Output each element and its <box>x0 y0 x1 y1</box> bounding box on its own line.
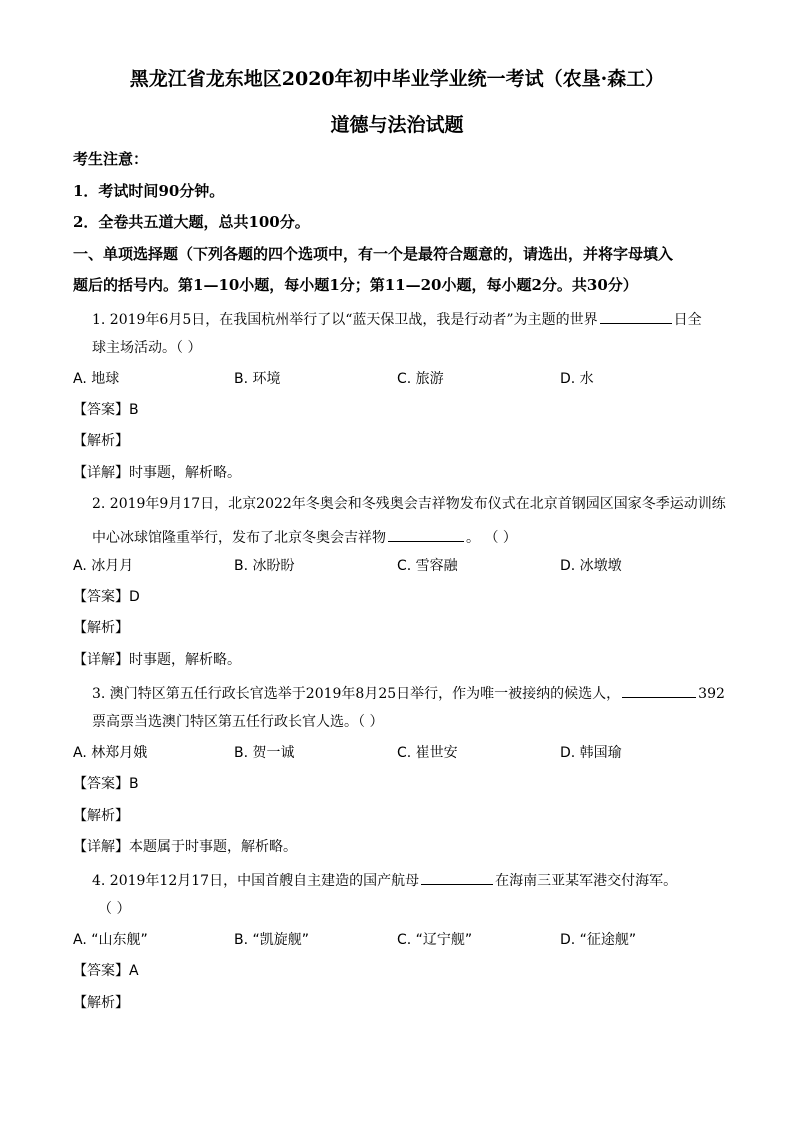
option-b: B. 环境 <box>234 371 281 387</box>
analysis-label: 【解析】 <box>73 808 129 824</box>
option-a: A. 地球 <box>73 371 120 387</box>
option-a: A. 冰月月 <box>73 558 134 574</box>
question-2-text: 中心冰球馆隆重举行，发布了北京冬奥会吉祥物 <box>92 530 386 546</box>
question-1-options <box>0 372 794 388</box>
option-c: C. 崔世安 <box>397 745 458 761</box>
note-item: 2．全卷共五道大题，总共100分。 <box>73 213 310 231</box>
detail-text: 本题属于时事题，解析略。 <box>129 839 297 855</box>
answer-line <box>73 403 139 417</box>
question-2-line1: 2. 2019年9月17日，北京2022年冬奥会和冬残奥会吉祥物发布仪式在北京首钢园区国家冬季运动训练 <box>92 496 726 512</box>
exam-subtitle: 道德与法治试题 <box>330 114 464 136</box>
question-4-line2: （ ） <box>98 901 131 917</box>
answer-blank <box>622 684 696 698</box>
answer-value: B <box>129 402 139 418</box>
exam-title: 黑龙江省龙东地区2020年初中毕业学业统一考试（农垦·森工） <box>129 68 665 90</box>
detail-label: 【详解】 <box>73 839 129 855</box>
analysis-label: 【解析】 <box>73 620 129 636</box>
answer-label: 【答案】 <box>73 589 129 605</box>
option-a: A. 林郑月娥 <box>73 745 148 761</box>
option-d: D. 韩国瑜 <box>560 745 622 761</box>
answer-value: A <box>129 963 139 979</box>
question-2-options <box>0 559 794 575</box>
question-3-line2: 票高票当选澳门特区第五任行政长官人选。（ ） <box>92 714 384 730</box>
question-3-options <box>0 746 794 762</box>
section-heading-line1: 一、单项选择题（下列各题的四个选项中，有一个是最符合题意的，请选出，并将字母填入 <box>73 245 674 263</box>
question-1-text-end: 日全 <box>673 312 702 328</box>
answer-value: D <box>129 589 140 605</box>
answer-blank <box>388 528 464 542</box>
answer-label: 【答案】 <box>73 776 129 792</box>
question-4-text-end: 在海南三亚某军港交付海军。 <box>495 873 678 889</box>
answer-line <box>73 590 140 604</box>
option-d: D. “征途舰” <box>560 932 637 948</box>
option-b: B. 冰盼盼 <box>234 558 295 574</box>
detail-label: 【详解】 <box>73 465 129 481</box>
answer-blank <box>421 871 493 885</box>
option-a: A. “山东舰” <box>73 932 148 948</box>
note-item: 1．考试时间90分钟。 <box>73 182 225 200</box>
question-3-line1 <box>92 684 725 701</box>
option-c: C. “辽宁舰” <box>397 932 473 948</box>
question-2-text-end: 。 （ ） <box>466 530 517 546</box>
answer-line <box>73 964 139 978</box>
detail-text: 时事题，解析略。 <box>129 652 241 668</box>
question-4-options <box>0 933 794 949</box>
detail-label: 【详解】 <box>73 652 129 668</box>
detail-text: 时事题，解析略。 <box>129 465 241 481</box>
answer-line <box>73 777 139 791</box>
detail-line <box>73 466 241 480</box>
question-4-line1 <box>92 871 677 888</box>
option-c: C. 旅游 <box>397 371 444 387</box>
option-b: B. “凯旋舰” <box>234 932 310 948</box>
notes-heading: 考生注意： <box>73 150 149 168</box>
answer-value: B <box>129 776 139 792</box>
answer-blank <box>600 310 672 324</box>
option-b: B. 贺一诚 <box>234 745 295 761</box>
answer-label: 【答案】 <box>73 963 129 979</box>
question-4-text: 4. 2019年12月17日，中国首艘自主建造的国产航母 <box>92 873 420 889</box>
detail-line <box>73 840 297 854</box>
option-d: D. 冰墩墩 <box>560 558 622 574</box>
question-1-text: 1. 2019年6月5日，在我国杭州举行了以“蓝天保卫战，我是行动者”为主题的世界 <box>92 312 598 328</box>
question-1-line1 <box>92 310 702 327</box>
question-2-line2 <box>92 528 517 545</box>
analysis-label: 【解析】 <box>73 433 129 449</box>
option-c: C. 雪容融 <box>397 558 458 574</box>
detail-line <box>73 653 241 667</box>
answer-label: 【答案】 <box>73 402 129 418</box>
option-d: D. 水 <box>560 371 594 387</box>
analysis-label: 【解析】 <box>73 995 129 1011</box>
section-heading-line2: 题后的括号内。第1—10小题，每小题1分；第11—20小题，每小题2分。共30分） <box>73 276 638 294</box>
question-3-text: 3. 澳门特区第五任行政长官选举于2019年8月25日举行，作为唯一被接纳的候选人， <box>92 686 621 702</box>
question-1-line2: 球主场活动。（ ） <box>92 340 202 356</box>
question-3-text-end: 392 <box>698 686 725 702</box>
